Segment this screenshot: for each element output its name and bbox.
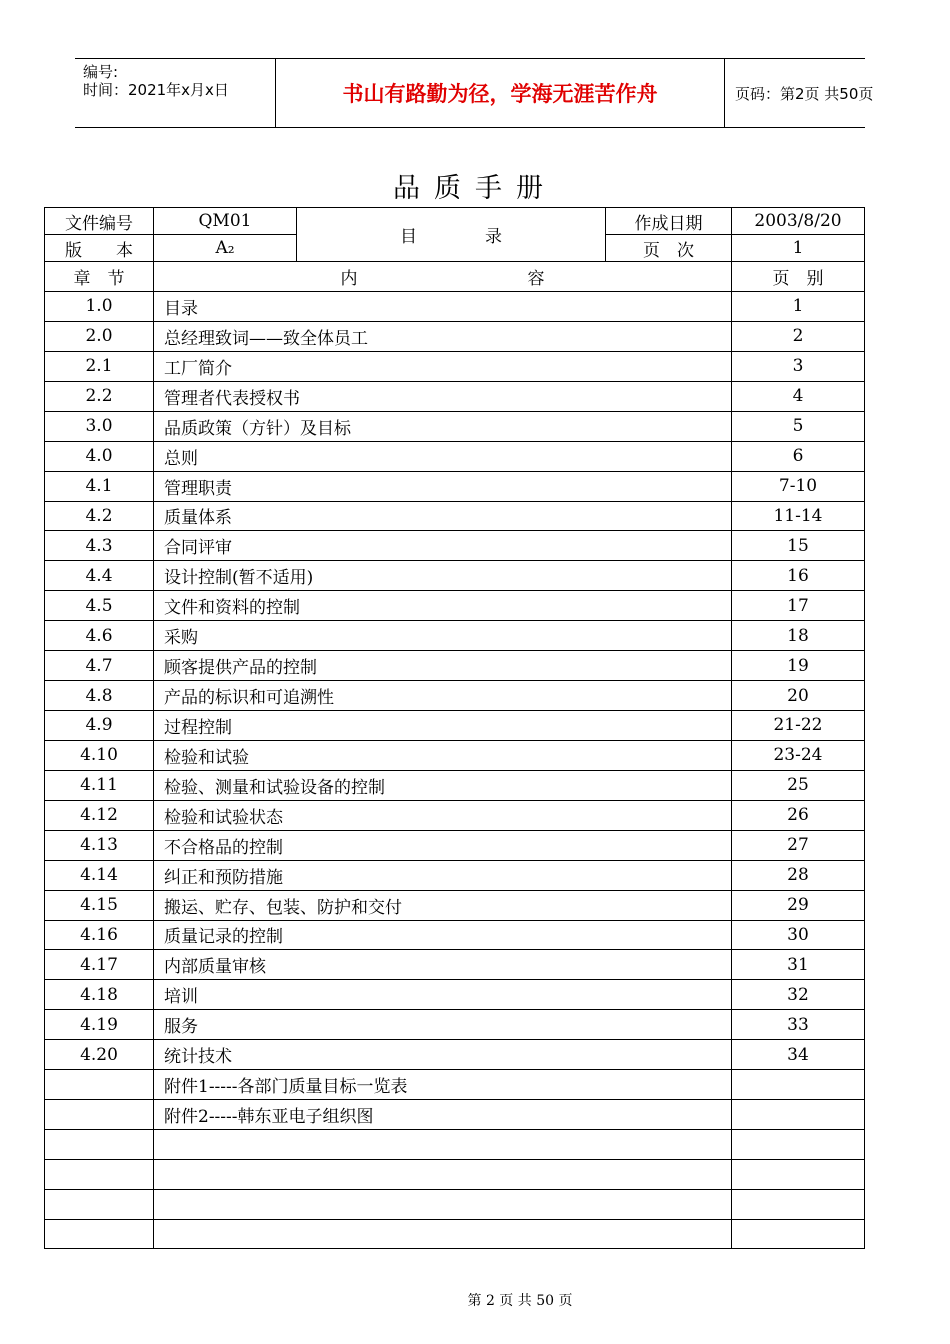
toc-row	[45, 830, 864, 860]
toc-content	[154, 1160, 731, 1189]
toc-content: 采购	[164, 628, 198, 649]
toc-content: 总经理致词——致全体员工	[164, 328, 368, 349]
toc-row	[45, 560, 864, 590]
toc-chapter: 4.17	[80, 954, 118, 975]
header-page-code: 页码：第2页 共50页	[735, 84, 874, 103]
toc-content: 设计控制(暂不适用)	[164, 568, 314, 589]
toc-page: 6	[792, 446, 804, 467]
toc-content: 附件2-----韩东亚电子组织图	[164, 1107, 374, 1128]
section-title: 目 录	[400, 227, 502, 247]
toc-chapter: 4.8	[85, 685, 113, 706]
toc-page	[732, 1100, 864, 1129]
file-no-label: 文件编号	[65, 213, 133, 234]
toc-chapter	[45, 1190, 153, 1219]
toc-chapter: 4.13	[80, 835, 118, 856]
toc-page	[732, 1220, 864, 1249]
toc-chapter: 4.20	[80, 1044, 118, 1065]
toc-content: 检验、测量和试验设备的控制	[164, 777, 385, 798]
toc-chapter: 4.0	[85, 446, 113, 467]
toc-chapter: 2.0	[85, 326, 113, 347]
page-footer: 第 2 页 共 50 页	[467, 1293, 573, 1309]
toc-page: 15	[787, 535, 809, 556]
toc-content: 服务	[164, 1017, 198, 1038]
toc-chapter: 1.0	[85, 296, 113, 317]
toc-content: 目录	[164, 298, 198, 319]
toc-row	[45, 590, 864, 620]
toc-page	[732, 1190, 864, 1219]
toc-chapter: 4.6	[85, 625, 113, 646]
toc-content: 搬运、贮存、包装、防护和交付	[164, 897, 402, 918]
toc-table	[44, 261, 865, 1249]
toc-chapter: 4.2	[85, 505, 113, 526]
toc-content: 质量记录的控制	[164, 927, 283, 948]
time-label: 时间：2021年x月x日	[83, 81, 229, 99]
toc-row	[45, 650, 864, 680]
toc-row	[45, 1189, 864, 1219]
toc-page: 32	[787, 984, 809, 1005]
toc-row	[45, 321, 864, 351]
toc-chapter: 4.18	[80, 984, 118, 1005]
toc-header-row	[45, 261, 864, 291]
toc-chapter: 4.12	[80, 805, 118, 826]
toc-content	[154, 1220, 731, 1249]
toc-content	[154, 1130, 731, 1159]
toc-chapter: 4.15	[80, 895, 118, 916]
toc-content: 内部质量审核	[164, 957, 266, 978]
toc-page: 20	[787, 685, 809, 706]
toc-chapter: 2.2	[85, 386, 113, 407]
document-title: 品质手册	[393, 173, 557, 204]
toc-page: 33	[787, 1014, 809, 1035]
toc-row	[45, 770, 864, 800]
toc-row	[45, 530, 864, 560]
toc-chapter: 4.14	[80, 865, 118, 886]
toc-chapter: 2.1	[85, 356, 113, 377]
toc-page: 34	[787, 1044, 809, 1065]
toc-row	[45, 1069, 864, 1099]
toc-page: 25	[787, 775, 809, 796]
toc-page: 28	[787, 865, 809, 886]
toc-row	[45, 920, 864, 950]
toc-page: 19	[787, 655, 809, 676]
toc-row	[45, 890, 864, 920]
toc-chapter	[45, 1070, 153, 1099]
toc-row	[45, 979, 864, 1009]
date-label: 作成日期	[634, 213, 703, 234]
header-content: 内 容	[340, 269, 545, 289]
toc-page	[732, 1130, 864, 1159]
toc-page: 27	[787, 835, 809, 856]
toc-chapter: 3.0	[85, 416, 113, 437]
toc-chapter: 4.1	[85, 476, 113, 497]
toc-content: 培训	[164, 987, 198, 1008]
toc-row	[45, 710, 864, 740]
toc-page: 17	[787, 595, 809, 616]
toc-chapter	[45, 1100, 153, 1129]
file-no-value: QM01	[198, 211, 252, 231]
toc-page: 3	[792, 356, 804, 377]
toc-page	[732, 1160, 864, 1189]
toc-row	[45, 411, 864, 441]
toc-content: 检验和试验	[164, 747, 249, 768]
toc-content: 检验和试验状态	[164, 807, 283, 828]
toc-row	[45, 381, 864, 411]
toc-row	[45, 351, 864, 381]
toc-page: 4	[792, 386, 804, 407]
page-header	[75, 58, 874, 128]
toc-row	[45, 620, 864, 650]
toc-row	[45, 1219, 864, 1249]
header-slogan: 书山有路勤为径，学海无涯苦作舟	[342, 82, 658, 106]
header-meta	[83, 63, 273, 99]
toc-page: 26	[787, 805, 809, 826]
toc-chapter: 4.10	[80, 745, 118, 766]
page-label: 页 次	[643, 240, 694, 261]
toc-row	[45, 441, 864, 471]
toc-content: 附件1-----各部门质量目标一览表	[164, 1077, 408, 1098]
toc-content: 统计技术	[164, 1047, 232, 1068]
toc-page: 30	[787, 924, 809, 945]
info-table	[44, 207, 865, 262]
toc-content: 管理职责	[164, 478, 232, 499]
toc-row	[45, 860, 864, 890]
toc-chapter: 4.19	[80, 1014, 118, 1035]
toc-page: 31	[787, 954, 809, 975]
date-value: 2003/8/20	[754, 211, 842, 231]
toc-content: 工厂简介	[164, 358, 232, 379]
toc-row	[45, 471, 864, 501]
toc-content: 合同评审	[164, 538, 232, 559]
toc-row	[45, 1009, 864, 1039]
toc-row	[45, 1129, 864, 1159]
toc-page: 1	[792, 296, 804, 317]
toc-chapter: 4.16	[80, 924, 118, 945]
toc-chapter: 4.5	[85, 595, 113, 616]
number-label: 编号:	[83, 63, 119, 81]
toc-content: 品质政策（方针）及目标	[164, 418, 351, 439]
toc-content: 纠正和预防措施	[164, 867, 283, 888]
toc-page: 18	[787, 625, 809, 646]
version-label: 版 本	[65, 240, 133, 261]
toc-page: 16	[787, 565, 809, 586]
toc-row	[45, 1099, 864, 1129]
toc-page: 7-10	[778, 476, 818, 497]
toc-chapter	[45, 1160, 153, 1189]
toc-chapter: 4.9	[85, 715, 113, 736]
page-value: 1	[792, 238, 804, 258]
toc-chapter: 4.4	[85, 565, 113, 586]
toc-content: 文件和资料的控制	[164, 598, 300, 619]
toc-row	[45, 949, 864, 979]
toc-content	[154, 1190, 731, 1219]
toc-content: 质量体系	[164, 508, 232, 529]
toc-row	[45, 740, 864, 770]
toc-chapter: 4.11	[80, 775, 118, 796]
header-page: 页 别	[772, 269, 824, 289]
toc-chapter: 4.3	[85, 535, 113, 556]
toc-row	[45, 291, 864, 321]
toc-row	[45, 501, 864, 531]
toc-content: 过程控制	[164, 717, 232, 738]
toc-chapter	[45, 1220, 153, 1249]
toc-content: 顾客提供产品的控制	[164, 658, 317, 679]
toc-chapter: 4.7	[85, 655, 113, 676]
version-value: A₂	[215, 238, 235, 258]
toc-chapter	[45, 1130, 153, 1159]
toc-page: 2	[792, 326, 804, 347]
toc-row	[45, 1039, 864, 1069]
header-chapter: 章 节	[73, 269, 125, 289]
toc-content: 不合格品的控制	[164, 837, 283, 858]
toc-row	[45, 680, 864, 710]
toc-content: 总则	[164, 448, 198, 469]
toc-page: 5	[792, 416, 804, 437]
toc-page: 23-24	[773, 745, 823, 766]
toc-page	[732, 1070, 864, 1099]
toc-page: 21-22	[773, 715, 823, 736]
toc-row	[45, 1159, 864, 1189]
toc-content: 管理者代表授权书	[164, 388, 300, 409]
toc-page: 11-14	[773, 505, 823, 526]
toc-content: 产品的标识和可追溯性	[164, 688, 334, 709]
toc-row	[45, 800, 864, 830]
toc-page: 29	[787, 895, 809, 916]
